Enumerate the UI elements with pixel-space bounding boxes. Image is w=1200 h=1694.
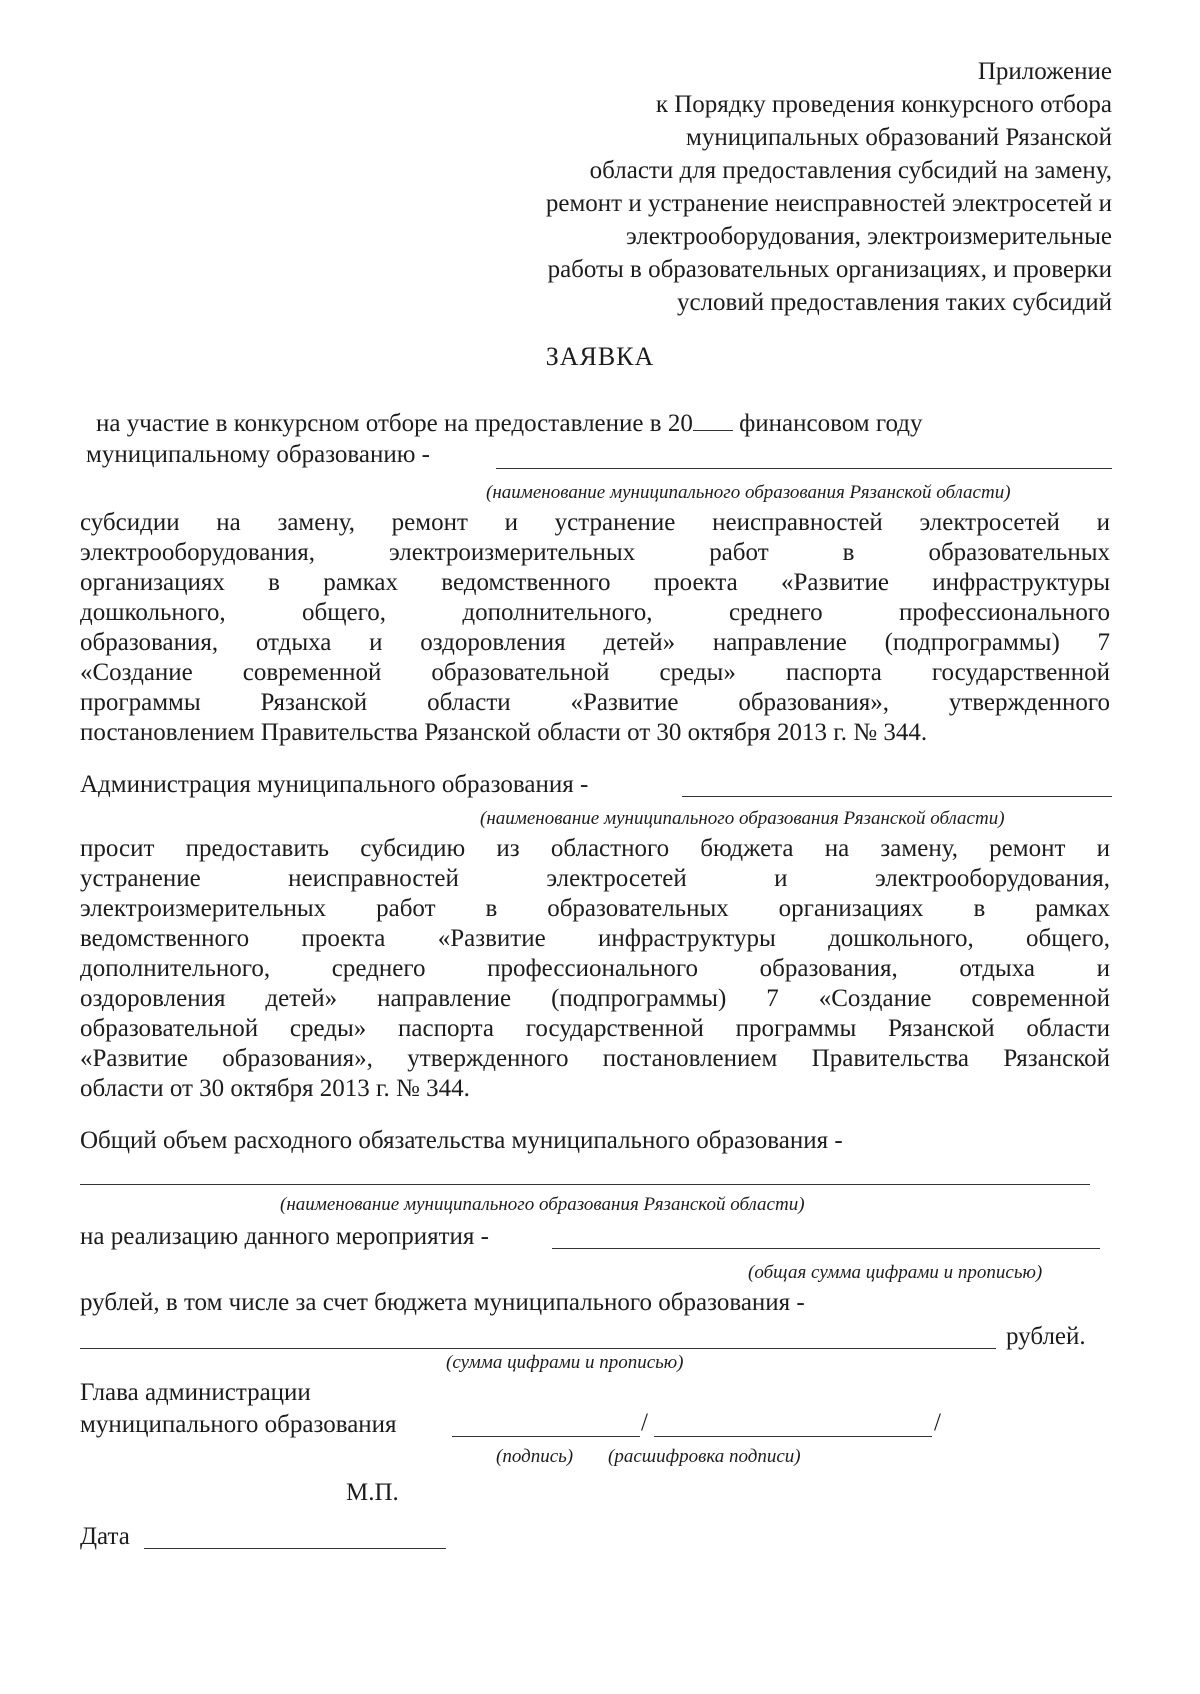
paragraph-1-line: дошкольного, общего, дополнительного, среднего профессионального [80, 599, 1110, 626]
volume-label: Общий объем расходного обязательства муниципального образования - [80, 1127, 843, 1154]
signature-decode-hint: (расшифровка подписи) [608, 1446, 801, 1467]
paragraph-2-line: «Развитие образования», утвержденного постановлением Правительства Рязанской [80, 1045, 1110, 1072]
appendix-header [420, 55, 1112, 319]
paragraph-1-line: «Создание современной образовательной среды» паспорта государственной [80, 659, 1110, 686]
appendix-line: ремонт и устранение неисправностей электросетей и [545, 190, 1112, 217]
year-field[interactable] [693, 408, 733, 431]
paragraph-2-line: устранение неисправностей электросетей и электрооборудования, [80, 865, 1110, 892]
date-field[interactable] [144, 1548, 446, 1549]
signature-slash-end: / [934, 1409, 941, 1436]
volume-line [80, 1126, 843, 1156]
admin-hint: (наименование муниципального образования Рязанской области) [480, 808, 1005, 829]
paragraph-2-line: дополнительного, среднего профессионального образования, отдыха и [80, 955, 1110, 982]
date-label: Дата [80, 1523, 130, 1550]
volume-hint: (наименование муниципального образования Рязанской области) [280, 1194, 805, 1215]
head-line-2: муниципального образования [80, 1411, 397, 1438]
signature-slash: / [641, 1409, 648, 1436]
admin-label: Администрация муниципального образования - [80, 771, 589, 798]
paragraph-2-line: области от 30 октября 2013 г. № 344. [80, 1075, 470, 1102]
volume-municipality-field[interactable] [80, 1184, 1090, 1185]
paragraph-1-line: субсидии на замену, ремонт и устранение неисправностей электросетей и [80, 509, 1110, 536]
appendix-line: муниципальных образований Рязанской [686, 124, 1112, 151]
implementation-line [80, 1222, 489, 1252]
paragraph-1 [80, 508, 1110, 748]
signature-decode-field[interactable] [654, 1436, 932, 1437]
admin-municipality-field[interactable] [682, 796, 1112, 797]
paragraph-1-line: программы Рязанской области «Развитие образования», утвержденного [80, 689, 1110, 716]
appendix-line: области для предоставления субсидий на замену, [589, 157, 1112, 184]
appendix-line: условий предоставления таких субсидий [676, 289, 1112, 316]
paragraph-2-line: оздоровления детей» направление (подпрограммы) 7 «Создание современной [80, 985, 1110, 1012]
intro-text: на участие в конкурсном отборе на предоставление в 20 [96, 410, 693, 437]
intro-text-end: финансовом году [739, 410, 923, 437]
paragraph-1-line: образования, отдыха и оздоровления детей» направление (подпрограммы) 7 [80, 629, 1110, 656]
implementation-label: на реализацию данного мероприятия - [80, 1223, 489, 1250]
paragraph-2-line: электроизмерительных работ в образовательных организациях в рамках [80, 895, 1110, 922]
paragraph-1-line: организациях в рамках ведомственного проекта «Развитие инфраструктуры [80, 569, 1110, 596]
stamp-label: М.П. [346, 1479, 399, 1506]
head-line-1: Глава администрации [80, 1379, 311, 1406]
appendix-line: к Порядку проведения конкурсного отбора [655, 91, 1112, 118]
appendix-line: Приложение [977, 58, 1112, 85]
admin-line [80, 770, 588, 800]
paragraph-1-line: электрооборудования, электроизмерительных работ в образовательных [80, 539, 1110, 566]
rubles-suffix: рублей. [1006, 1323, 1086, 1350]
municipality-field[interactable] [496, 468, 1112, 469]
rubles-hint: (сумма цифрами и прописью) [446, 1352, 684, 1373]
appendix-line: электрооборудования, электроизмерительные [625, 223, 1112, 250]
municipality-hint: (наименование муниципального образования Рязанской области) [486, 482, 1011, 503]
signature-field[interactable] [452, 1436, 640, 1437]
paragraph-2-line: ведомственного проекта «Развитие инфраструктуры дошкольного, общего, [80, 925, 1110, 952]
paragraph-2-line: образовательной среды» паспорта государственной программы Рязанской области [80, 1015, 1110, 1042]
paragraph-2 [80, 834, 1110, 1104]
intro-municipality-label: муниципальному образованию - [86, 441, 431, 468]
paragraph-1-line: постановлением Правительства Рязанской области от 30 октября 2013 г. № 344. [80, 719, 928, 746]
municipal-budget-amount-field[interactable] [80, 1348, 996, 1349]
document-title: ЗАЯВКА [545, 342, 655, 371]
intro-line-2 [86, 440, 430, 470]
paragraph-2-line: просит предоставить субсидию из областного бюджета на замену, ремонт и [80, 835, 1110, 862]
signature-hint: (подпись) [496, 1446, 574, 1467]
rubles-label: рублей, в том числе за счет бюджета муниципального образования - [80, 1289, 805, 1316]
rubles-line [80, 1288, 805, 1318]
appendix-line: работы в образовательных организациях, и проверки [547, 256, 1112, 283]
implementation-hint: (общая сумма цифрами и прописью) [748, 1262, 1043, 1283]
intro-line-1 [96, 408, 922, 439]
total-amount-field[interactable] [552, 1248, 1100, 1249]
